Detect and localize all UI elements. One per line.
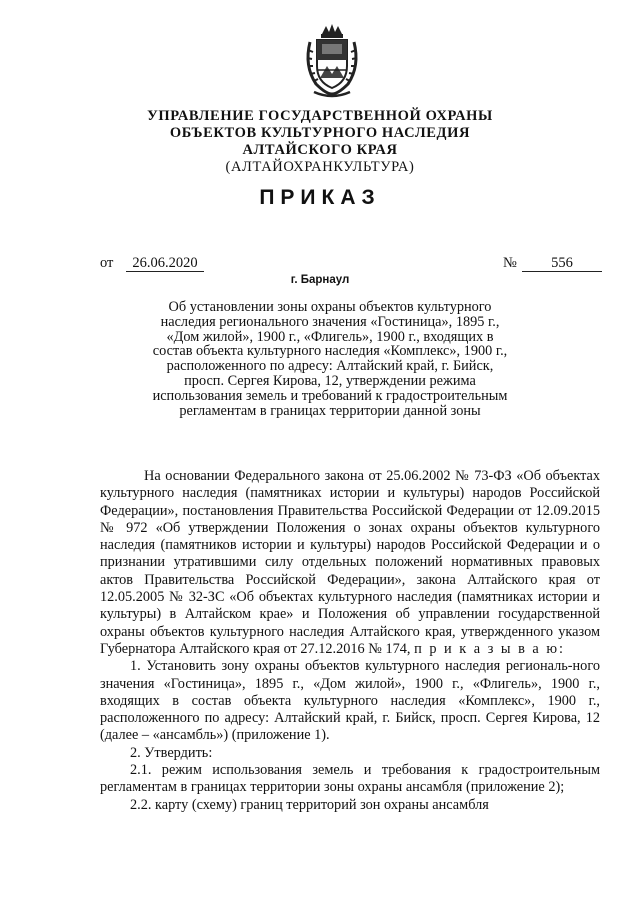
number-label: № [503,255,517,271]
agency-abbreviation: (АЛТАЙОХРАНКУЛЬТУРА) [225,159,415,175]
order-word: п р и к а з ы в а ю: [414,640,566,657]
order-date: 26.06.2020 [126,255,204,272]
item-1: 1. Установить зону охраны объектов культурного наследия региональ-ного значения «Гостиница», 1895 г., «Дом жилой», 1900 г., «Флигель», 1900 г., входящих в состав объекта культурного наследия «Комплекс», 1900 г., расположенного по адресу: Алтайский край, г. Бийск, просп. Сергея Кирова, 12 (далее – «ансамбль») (приложение 1). [100,658,600,744]
city-name: г. Барнаул [290,274,350,286]
order-number: 556 [522,255,602,272]
date-label: от [100,255,114,271]
agency-header [0,108,640,176]
order-body [100,468,600,814]
agency-name-line-1: УПРАВЛЕНИЕ ГОСУДАРСТВЕННОЙ ОХРАНЫ [147,108,493,124]
document-title: ПРИКАЗ [259,186,381,209]
agency-name-line-2: ОБЪЕКТОВ КУЛЬТУРНОГО НАСЛЕДИЯ [169,125,471,141]
order-subject: Об установлении зоны охраны объектов культурного наследия регионального значения «Гостиница», 1895 г., «Дом жилой», 1900 г., «Флигель», 1900 г., входящих в состав объекта культурного наследия «Комплекс», 1900 г., расположенного по адресу: Алтайский край, г. Бийск, просп. Сергея Кирова, 12, утверждении режима использования земель и требований к градостроительным регламентам в границах территории данной зоны [152,299,508,419]
preamble-paragraph [100,468,600,658]
agency-name-line-3: АЛТАЙСКОГО КРАЯ [242,142,398,158]
item-2-2: 2.2. карту (схему) границ территорий зон охраны ансамбля [130,796,489,813]
item-2: 2. Утвердить: [130,744,213,761]
preamble-text: На основании Федерального закона от 25.06.2002 № 73-ФЗ «Об объектах культурного наследия (памятниках истории и культуры) народов Российской Федерации», постановления Правительства Российской Федерации от 12.09.2015 № 972 «Об утверждении Положения о зонах охраны объектов культурного наследия (памятников истории и культуры) народов Российской Федерации и о признании утратившими силу отдельных положений нормативных правовых актов Правительства Российской Федерации», закона Алтайского края от 12.05.2005 № 32-ЗС «Об объектах культурного наследия (памятниках истории и культуры) в Алтайском крае» и Положения об управлении государственной охраны объектов культурного наследия Алтайского края, утвержденного указом Губернатора Алтайского края от 27.12.2016 № 174, [100,468,600,657]
coat-of-arms-icon [300,22,364,98]
item-2-1: 2.1. режим использования земель и требования к градостроительным регламентам в границах территории зоны охраны ансамбля (приложение 2); [100,762,600,796]
